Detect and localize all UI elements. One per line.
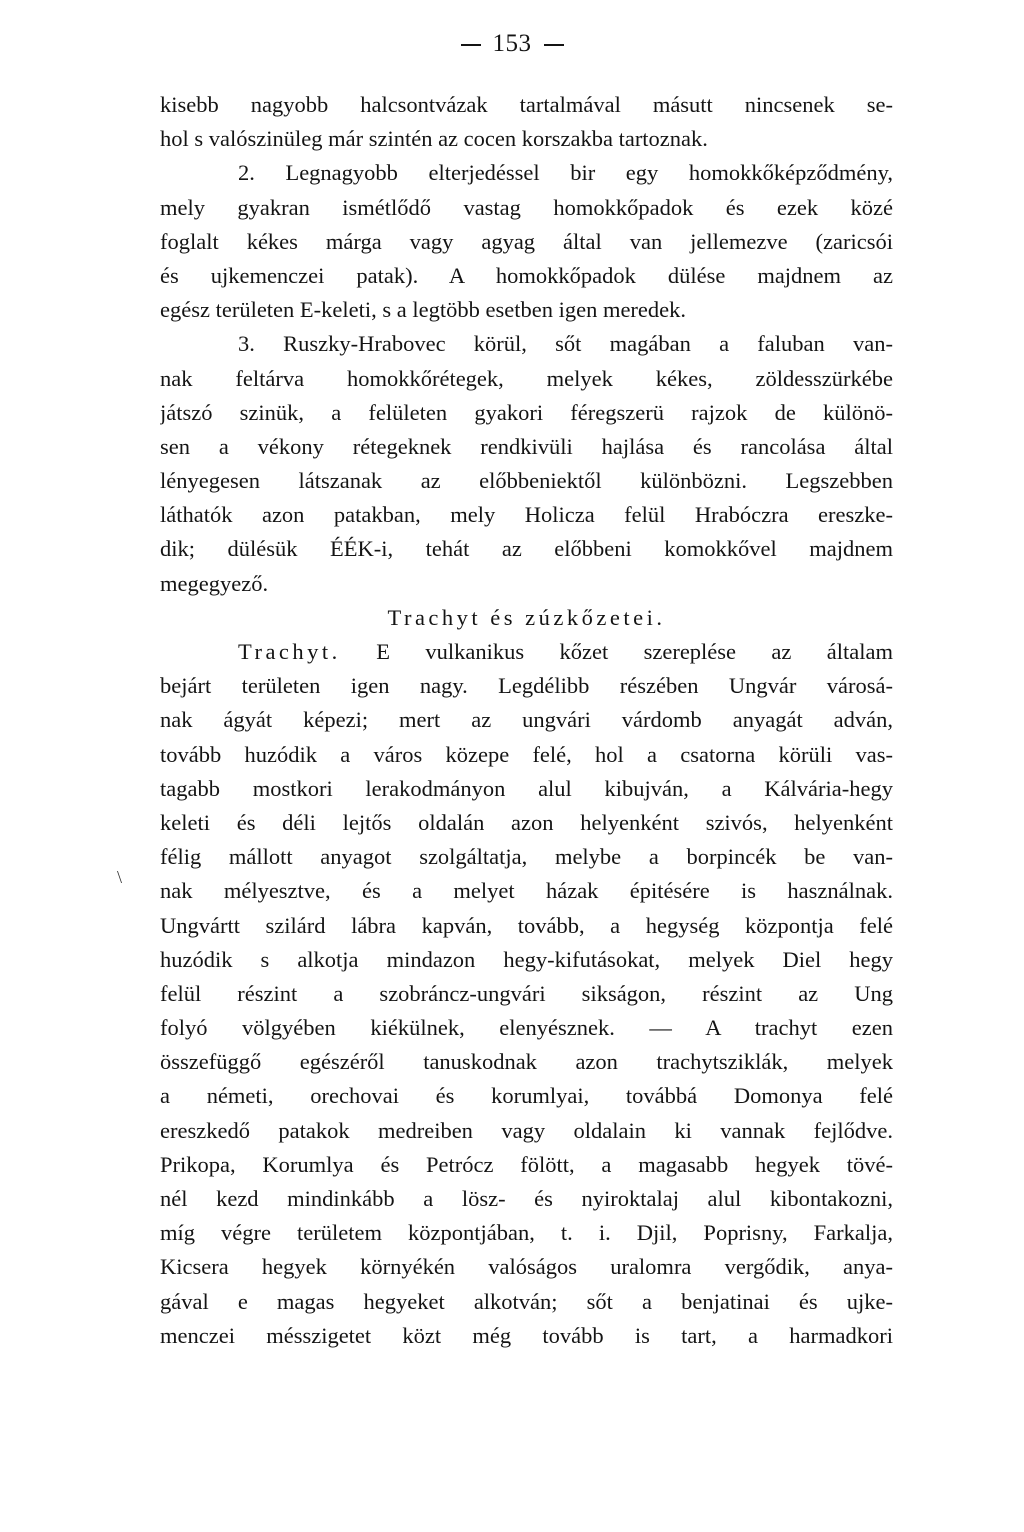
page-body [160, 88, 893, 1353]
text-line: gával e magas hegyeket alkotván; sőt a benjatinai és ujke- [160, 1288, 893, 1314]
text-line: nak feltárva homokkőrétegek, melyek kékes, zöldesszürkébe [160, 365, 893, 391]
text-line: láthatók azon patakban, mely Holicza felül Hrabóczra ereszke- [160, 502, 893, 528]
text-line: felül részint a szobráncz-ungvári sikságon, részint az Ung [160, 980, 893, 1006]
text-line: és ujkemenczei patak). A homokkőpadok dülése majdnem az [160, 262, 893, 288]
text-line: bejárt területen igen nagy. Legdélibb részében Ungvár városá- [160, 673, 893, 699]
text-line: huzódik s alkotja mindazon hegy-kifutásokat, melyek Diel hegy [160, 946, 893, 972]
text-line: 2. Legnagyobb elterjedéssel bir egy homokkőképződmény, [238, 160, 893, 186]
page-number: 153 [492, 30, 532, 57]
text-line: Ungvártt szilárd lábra kapván, tovább, a hegység központja felé [160, 912, 893, 938]
lead-word: Trachyt. [238, 639, 341, 664]
text-line: a németi, orechovai és korumlyai, továbbá Domonya felé [160, 1083, 893, 1109]
text-line: sen a vékony rétegeknek rendkivüli hajlása és rancolása által [160, 433, 893, 459]
text-line: dik; dülésük ÉÉK-i, tehát az előbbeni komokkővel majdnem [160, 536, 893, 562]
text-line: játszó szinük, a felületen gyakori féregszerü rajzok de különö- [160, 399, 893, 425]
text-line: megegyező. [160, 570, 269, 596]
text-line: nél kezd mindinkább a lösz- és nyiroktalaj alul kibontakozni, [160, 1186, 893, 1211]
margin-mark: \ [117, 867, 123, 887]
text-line: Kicsera hegyek környékén valóságos uralomra vergődik, anya- [160, 1254, 893, 1280]
page-header [0, 30, 1024, 58]
header-dash-left [461, 44, 481, 46]
text-line: nak ágyát képezi; mert az ungvári várdomb anyagát adván, [160, 707, 893, 733]
text-line: 3. Ruszky-Hrabovec körül, sőt magában a faluban van- [238, 331, 893, 357]
text-line: hol s valószinüleg már szintén az cocen korszakba tartoznak. [160, 126, 708, 152]
text-line: egész területen E-keleti, s a legtöbb esetben igen meredek. [160, 297, 687, 323]
text-line: nak mélyesztve, és a melyet házak épitésére is használnak. [160, 878, 893, 904]
header-dash-right [544, 44, 564, 46]
text-line: lényegesen látszanak az előbbeniektől különbözni. Legszebben [160, 468, 893, 494]
text-line: kisebb nagyobb halcsontvázak tartalmával másutt nincsenek se- [160, 92, 893, 117]
section-heading: Trachyt és zúzkőzetei. [387, 604, 666, 630]
text-line: menczei mésszigetet közt még tovább is tart, a harmadkori [160, 1322, 893, 1348]
text-line: ereszkedő patakok medreiben vagy oldalain ki vannak fejlődve. [160, 1117, 893, 1143]
text-line: keleti és déli lejtős oldalán azon helyenként szivós, helyenként [160, 809, 893, 835]
text-line: foglalt kékes márga vagy agyag által van jellemezve (zaricsói [160, 228, 893, 254]
text-line: tovább huzódik a város közepe felé, hol a csatorna körüli vas- [160, 741, 893, 767]
text-line-with-lead [160, 635, 893, 669]
text-line: összefüggő egészéről tanuskodnak azon trachytsziklák, melyek [160, 1049, 893, 1075]
text-line: folyó völgyében kiékülnek, elenyésznek. — A trachyt ezen [160, 1015, 893, 1041]
text-line: míg végre területem központjában, t. i. Djil, Poprisny, Farkalja, [160, 1220, 893, 1246]
text-line: tagabb mostkori lerakodmányon alul kibujván, a Kálvária-hegy [160, 775, 893, 801]
lead-line-rest: E vulkanikus kőzet szereplése az általam [376, 639, 893, 664]
text-line: félig mállott anyagot szolgáltatja, melybe a borpincék be van- [160, 844, 893, 870]
text-line: Prikopa, Korumlya és Petrócz fölött, a magasabb hegyek tövé- [160, 1151, 893, 1177]
text-line: mely gyakran ismétlődő vastag homokkőpadok és ezek közé [160, 194, 893, 220]
